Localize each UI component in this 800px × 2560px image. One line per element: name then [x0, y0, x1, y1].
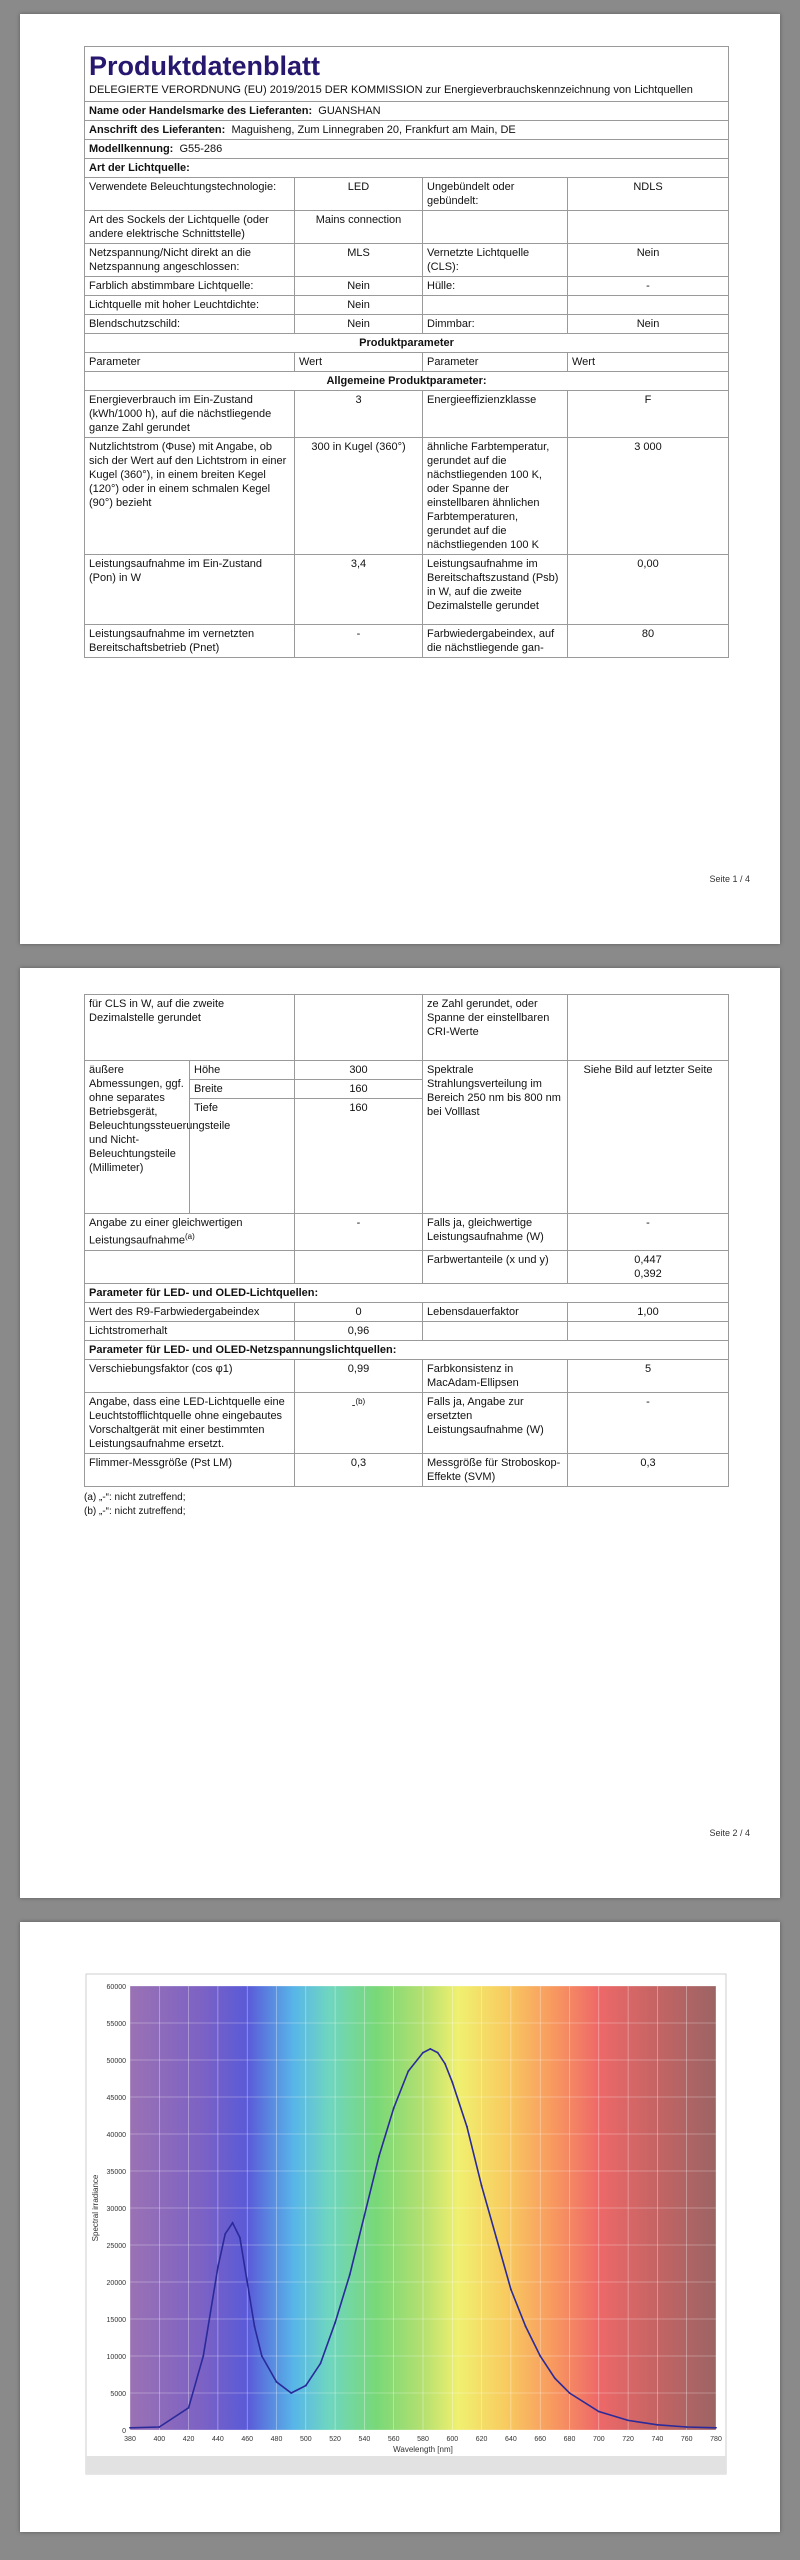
y-tick-label: 15000 — [106, 2317, 126, 2324]
x-tick-label: 760 — [680, 2436, 693, 2443]
data-point — [598, 2411, 600, 2413]
data-point — [158, 2426, 160, 2428]
x-tick-label: 480 — [270, 2436, 283, 2443]
row-label: Netzspannung/Nicht direkt an die Netzspannung angeschlossen: — [85, 244, 295, 277]
row-label: Leistungsaufnahme im vernetzten Bereitschaftsbetrieb (Pnet) — [85, 625, 295, 658]
replacement-if-yes-value: - — [568, 1392, 729, 1453]
row-value: 3,4 — [295, 555, 423, 625]
data-point — [320, 2363, 322, 2365]
continued-label: für CLS in W, auf die zweite Dezimalstelle gerundet — [85, 995, 295, 1061]
replacement-value: - — [351, 1399, 356, 1412]
x-tick-label: 460 — [241, 2436, 254, 2443]
table-row — [85, 438, 729, 555]
equivalent-power-label: Angabe zu einer gleichwertigen Leistungsaufnahme — [89, 1217, 243, 1247]
x-tick-label: 380 — [124, 2436, 136, 2443]
row-label: Dimmbar: — [423, 315, 568, 334]
data-point — [290, 2392, 292, 2394]
data-point — [334, 2322, 336, 2324]
row-value — [568, 211, 729, 244]
flicker-label: Flimmer-Messgröße (Pst LM) — [85, 1453, 295, 1486]
row-value: NDLS — [568, 178, 729, 211]
row-value: 80 — [568, 625, 729, 658]
data-point — [378, 2155, 380, 2157]
x-tick-label: 640 — [505, 2436, 517, 2443]
data-point — [554, 2377, 556, 2379]
row-value: F — [568, 391, 729, 438]
data-point — [715, 2427, 717, 2429]
macadam-label: Farbkonsistenz in MacAdam-Ellipsen — [423, 1359, 568, 1392]
footnotes — [84, 1487, 728, 1519]
row-value: - — [295, 625, 423, 658]
y-tick-label: 55000 — [106, 2021, 126, 2028]
table-row — [85, 1302, 729, 1321]
x-tick-label: 440 — [212, 2436, 224, 2443]
dimension-name: Tiefe — [190, 1099, 295, 1214]
dimension-name: Breite — [190, 1080, 295, 1099]
row-label: Art des Sockels der Lichtquelle (oder andere elektrische Schnittstelle) — [85, 211, 295, 244]
table-row — [85, 1214, 729, 1251]
data-point — [495, 2237, 497, 2239]
column-header-value: Wert — [568, 353, 729, 372]
row-value: Nein — [295, 315, 423, 334]
row-label: Farblich abstimmbare Lichtquelle: — [85, 277, 295, 296]
data-point — [686, 2426, 688, 2428]
row-value: Nein — [568, 315, 729, 334]
datasheet-table-1 — [84, 46, 728, 658]
x-tick-label: 720 — [622, 2436, 634, 2443]
page-3 — [20, 1922, 780, 2532]
table-row — [85, 1061, 729, 1080]
svm-label: Messgröße für Stroboskop-Effekte (SVM) — [423, 1453, 568, 1486]
data-point — [422, 2052, 424, 2054]
x-tick-label: 420 — [182, 2436, 195, 2443]
table-row — [85, 1359, 729, 1392]
row-value — [568, 296, 729, 315]
row-label: Hülle: — [423, 277, 568, 296]
x-tick-label: 780 — [710, 2436, 722, 2443]
dimensions-label: äußere Abmessungen, ggf. ohne separates Betriebsgerät, Beleuchtungssteuerungsteile und Nicht-Beleuchtungsteile (Millimeter) — [85, 1061, 190, 1214]
equivalent-if-yes-value: - — [568, 1214, 729, 1251]
data-point — [481, 2185, 483, 2187]
y-tick-label: 30000 — [106, 2206, 126, 2213]
datasheet-table-2 — [84, 994, 728, 1519]
spectrum-chart-svg — [86, 1974, 726, 2474]
replacement-if-yes-label: Falls ja, Angabe zur ersetzten Leistungsaufnahme (W) — [423, 1392, 568, 1453]
chromaticity-y: 0,392 — [634, 1267, 662, 1280]
flicker-value: 0,3 — [295, 1453, 423, 1486]
y-tick-label: 10000 — [106, 2354, 126, 2361]
row-label: ähnliche Farbtemperatur, gerundet auf die nächstliegenden 100 K, oder Spanne der einstellbaren ähnlichen Farbtemperaturen, gerundet auf die nächstliegenden 100 K — [423, 438, 568, 555]
x-tick-label: 700 — [592, 2436, 605, 2443]
supplier-address-label: Anschrift des Lieferanten: — [89, 124, 226, 136]
y-tick-label: 50000 — [106, 2058, 126, 2065]
r9-value: 0 — [295, 1302, 423, 1321]
equivalent-if-yes-label: Falls ja, gleichwertige Leistungsaufnahme (W) — [423, 1214, 568, 1251]
x-tick-label: 740 — [651, 2436, 664, 2443]
r9-label: Wert des R9-Farbwiedergabeindex — [85, 1302, 295, 1321]
equivalent-power-value: - — [295, 1214, 423, 1251]
row-label: Energieeffizienzklasse — [423, 391, 568, 438]
dimension-value: 300 — [295, 1061, 423, 1080]
data-point — [364, 2215, 366, 2217]
y-tick-label: 60000 — [106, 1984, 126, 1991]
x-tick-label: 500 — [299, 2436, 312, 2443]
product-parameters-heading: Produktparameter — [85, 334, 729, 353]
row-value: MLS — [295, 244, 423, 277]
data-point — [539, 2355, 541, 2357]
data-point — [305, 2385, 307, 2387]
light-source-type-heading: Art der Lichtquelle: — [85, 159, 729, 178]
table-row — [85, 1453, 729, 1486]
data-point — [254, 2326, 256, 2328]
y-tick-label: 45000 — [106, 2095, 126, 2102]
footnote-marker-b: (b) — [355, 1396, 366, 1406]
data-point — [276, 2381, 278, 2383]
x-axis-label: Wavelength [nm] — [393, 2445, 453, 2454]
general-parameters-heading: Allgemeine Produktparameter: — [85, 372, 729, 391]
data-point — [217, 2266, 219, 2268]
data-point — [261, 2355, 263, 2357]
supplier-name: GUANSHAN — [318, 105, 381, 117]
data-point — [129, 2427, 131, 2429]
row-label — [423, 211, 568, 244]
table-row — [85, 1250, 729, 1283]
table-row — [85, 244, 729, 277]
page-1 — [20, 14, 780, 944]
mains-section-heading: Parameter für LED- und OLED-Netzspannungslichtquellen: — [85, 1340, 729, 1359]
page-number: Seite 2 / 4 — [709, 1828, 750, 1838]
row-value: Nein — [568, 244, 729, 277]
row-label: Ungebündelt oder gebündelt: — [423, 178, 568, 211]
data-point — [239, 2237, 241, 2239]
data-point — [510, 2289, 512, 2291]
row-value: LED — [295, 178, 423, 211]
spectral-value: Siehe Bild auf letzter Seite — [568, 1061, 729, 1214]
supplier-address: Maguisheng, Zum Linnegraben 20, Frankfurt am Main, DE — [231, 124, 516, 136]
row-value: 300 in Kugel (360°) — [295, 438, 423, 555]
model-label: Modellkennung: — [89, 143, 174, 155]
x-tick-label: 400 — [153, 2436, 166, 2443]
x-tick-label: 580 — [417, 2436, 429, 2443]
data-point — [349, 2274, 351, 2276]
x-tick-label: 660 — [534, 2436, 547, 2443]
data-point — [232, 2222, 234, 2224]
table-row — [85, 277, 729, 296]
supplier-name-label: Name oder Handelsmarke des Lieferanten: — [89, 105, 313, 117]
row-label — [423, 296, 568, 315]
data-point — [437, 2052, 439, 2054]
table-row — [85, 296, 729, 315]
row-value: - — [568, 277, 729, 296]
regulation-subtitle: DELEGIERTE VERORDNUNG (EU) 2019/2015 DER KOMMISSION zur Energieverbrauchskennzeichnung von Lichtquellen — [89, 84, 693, 96]
macadam-value: 5 — [568, 1359, 729, 1392]
page-2 — [20, 968, 780, 1898]
y-tick-label: 25000 — [106, 2243, 126, 2250]
svm-value: 0,3 — [568, 1453, 729, 1486]
model-id: G55-286 — [179, 143, 223, 155]
footnote-a: (a) „-“: nicht zutreffend; — [84, 1491, 186, 1503]
x-tick-label: 680 — [563, 2436, 576, 2443]
power-factor-label: Verschiebungsfaktor (cos φ1) — [85, 1359, 295, 1392]
continued-label: ze Zahl gerundet, oder Spanne der einstellbaren CRI-Werte — [423, 995, 568, 1061]
survival-factor-label: Lebensdauerfaktor — [423, 1302, 568, 1321]
spectral-label: Spektrale Strahlungsverteilung im Bereich 250 nm bis 800 nm bei Volllast — [423, 1061, 568, 1214]
page-title: Produktdatenblatt — [89, 51, 321, 81]
data-point — [569, 2392, 571, 2394]
data-point — [451, 2081, 453, 2083]
lumen-maintenance-value: 0,96 — [295, 1321, 423, 1340]
row-label: Lichtquelle mit hoher Leuchtdichte: — [85, 296, 295, 315]
data-point — [657, 2424, 659, 2426]
power-factor-value: 0,99 — [295, 1359, 423, 1392]
x-tick-label: 540 — [358, 2436, 371, 2443]
row-label: Blendschutzschild: — [85, 315, 295, 334]
column-header-parameter: Parameter — [85, 353, 295, 372]
row-label: Verwendete Beleuchtungstechnologie: — [85, 178, 295, 211]
page-number: Seite 1 / 4 — [709, 874, 750, 884]
x-tick-label: 520 — [329, 2436, 341, 2443]
column-header-parameter: Parameter — [423, 353, 568, 372]
row-value: Nein — [295, 277, 423, 296]
table-row — [85, 625, 729, 658]
y-tick-label: 20000 — [106, 2280, 126, 2287]
dimension-value: 160 — [295, 1099, 423, 1214]
x-tick-label: 600 — [446, 2436, 459, 2443]
led-section-heading: Parameter für LED- und OLED-Lichtquellen: — [85, 1283, 729, 1302]
row-value: Nein — [295, 296, 423, 315]
data-point — [525, 2326, 527, 2328]
chart-scrollbar[interactable] — [86, 2456, 726, 2474]
footnote-b: (b) „-“: nicht zutreffend; — [84, 1505, 186, 1517]
row-value: 3 — [295, 391, 423, 438]
row-value: 0,00 — [568, 555, 729, 625]
data-point — [393, 2107, 395, 2109]
row-value: 3 000 — [568, 438, 729, 555]
dimension-value: 160 — [295, 1080, 423, 1099]
data-point — [224, 2233, 226, 2235]
table-row — [85, 995, 729, 1061]
y-tick-label: 35000 — [106, 2169, 126, 2176]
table-row — [85, 1321, 729, 1340]
row-value: Mains connection — [295, 211, 423, 244]
table-row — [85, 315, 729, 334]
y-tick-label: 0 — [122, 2428, 126, 2435]
data-point — [188, 2407, 190, 2409]
footnote-marker-a: (a) — [185, 1232, 195, 1241]
row-label: Vernetzte Lichtquelle (CLS): — [423, 244, 568, 277]
data-point — [429, 2048, 431, 2050]
x-tick-label: 620 — [475, 2436, 488, 2443]
data-point — [246, 2281, 248, 2283]
row-label: Leistungsaufnahme im Ein-Zustand (Pon) in W — [85, 555, 295, 625]
chromaticity-x: 0,447 — [634, 1253, 662, 1266]
chromaticity-label: Farbwertanteile (x und y) — [423, 1250, 568, 1283]
data-point — [202, 2355, 204, 2357]
row-label: Energieverbrauch im Ein-Zustand (kWh/1000 h), auf die nächstliegende ganze Zahl gerundet — [85, 391, 295, 438]
table-row — [85, 178, 729, 211]
data-point — [444, 2063, 446, 2065]
survival-factor-value: 1,00 — [568, 1302, 729, 1321]
lumen-maintenance-label: Lichtstromerhalt — [85, 1321, 295, 1340]
table-row — [85, 211, 729, 244]
spectrum-chart — [86, 1974, 726, 2474]
x-tick-label: 560 — [387, 2436, 400, 2443]
y-axis-label: Spectral irradiance — [91, 2174, 100, 2242]
data-point — [407, 2070, 409, 2072]
dimension-name: Höhe — [190, 1061, 295, 1080]
table-row — [85, 1392, 729, 1453]
replacement-label: Angabe, dass eine LED-Lichtquelle eine Leuchtstofflichtquelle ohne eingebautes Vorschaltgerät mit einer bestimmten Leistungsaufnahme ersetzt. — [85, 1392, 295, 1453]
y-tick-label: 40000 — [106, 2132, 126, 2139]
table-row — [85, 391, 729, 438]
data-point — [466, 2126, 468, 2128]
column-header-value: Wert — [295, 353, 423, 372]
data-point — [627, 2419, 629, 2421]
row-label: Leistungsaufnahme im Bereitschaftszustand (Psb) in W, auf die zweite Dezimalstelle gerundet — [423, 555, 568, 625]
y-tick-label: 5000 — [110, 2391, 126, 2398]
table-row — [85, 555, 729, 625]
row-label: Nutzlichtstrom (Φuse) mit Angabe, ob sich der Wert auf den Lichtstrom in einer Kugel (360°), in einem breiten Kegel (120°) oder in einem schmalen Kegel (90°) bezieht — [85, 438, 295, 555]
row-label: Farbwiedergabeindex, auf die nächstliegende gan- — [423, 625, 568, 658]
